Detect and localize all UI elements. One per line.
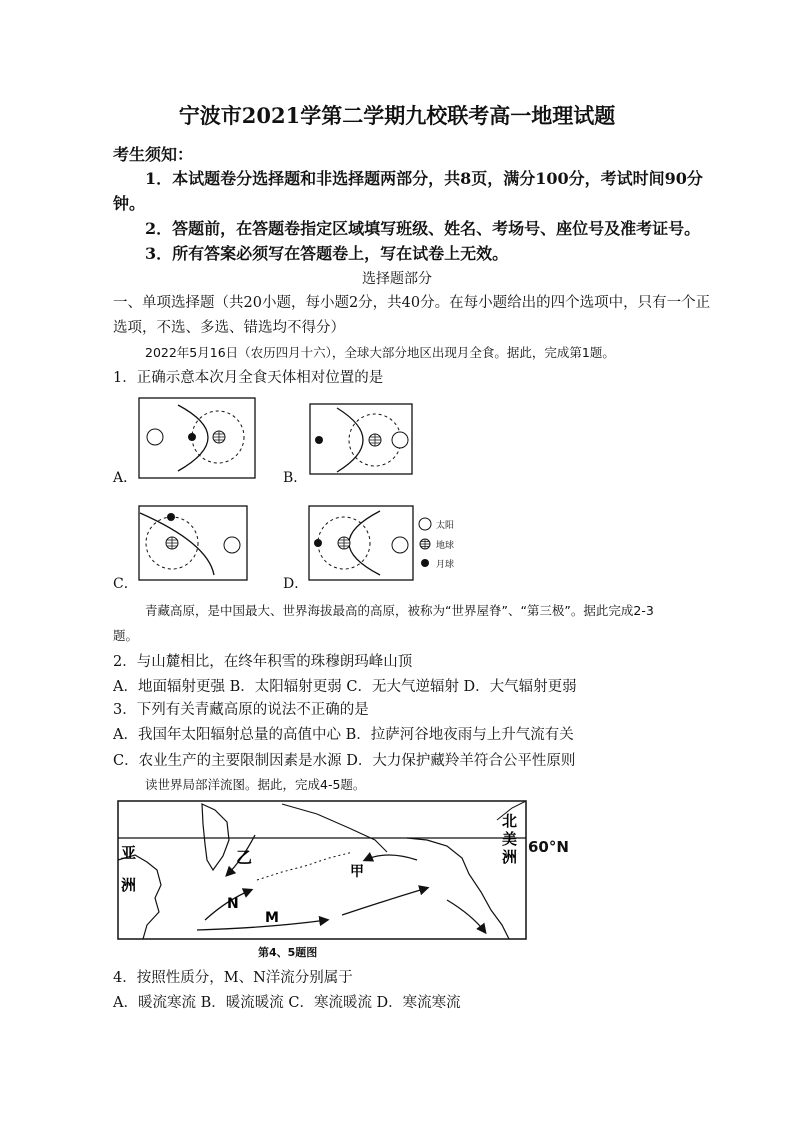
notice-item-1: 1．本试题卷分选择题和非选择题两部分，共8页，满分100分，考试时间90分	[145, 169, 703, 188]
question-3-stem: 3．下列有关青藏高原的说法不正确的是	[113, 702, 369, 718]
part1-instructions: 一、单项选择题（共20小题，每小题2分，共40分。在每小题给出的四个选项中，只有一个正	[113, 295, 711, 311]
q1-legend-symbols	[418, 516, 434, 572]
intro-eclipse: 2022年5月16日（农历四月十六），全球大部分地区出现月全食。据此，完成第1题。	[145, 345, 615, 360]
map-label-n: N	[227, 896, 239, 912]
q1-option-a-label: A．	[113, 470, 138, 486]
map-caption: 第4、5题图	[258, 946, 318, 959]
map-label-asia-2: 洲	[121, 876, 137, 894]
question-3-options-ab: A．我国年太阳辐射总量的高值中心 B．拉萨河谷地夜雨与上升气流有关	[113, 727, 574, 743]
intro-tibet: 青藏高原，是中国最大、世界海拔最高的高原，被称为“世界屋脊”、“第三极”。据此完成2-3	[145, 603, 654, 618]
map-label-na-2: 美	[502, 830, 518, 848]
q1-diagram-c	[138, 505, 248, 581]
page-title: 宁波市2021学第二学期九校联考高一地理试题	[178, 103, 616, 128]
q1-option-c-label: C．	[113, 576, 138, 592]
question-2-options: A．地面辐射更强 B．太阳辐射更弱 C．无大气逆辐射 D．大气辐射更弱	[113, 679, 577, 695]
legend-earth-label: 地球	[436, 541, 455, 551]
map-label-na-3: 洲	[502, 848, 518, 866]
q1-option-d-label: D．	[283, 576, 309, 592]
legend-sun-label: 太阳	[436, 521, 455, 531]
question-1-stem: 1．正确示意本次月全食天体相对位置的是	[113, 370, 384, 386]
question-2-stem: 2．与山麓相比，在终年积雪的珠穆朗玛峰山顶	[113, 654, 413, 670]
part1-instructions-cont: 选项，不选、多选、错选均不得分）	[113, 320, 345, 336]
ocean-current-map	[117, 800, 527, 942]
q1-diagram-b	[309, 403, 413, 475]
question-3-options-cd: C．农业生产的主要限制因素是水源 D．大力保护藏羚羊符合公平性原则	[113, 753, 576, 769]
intro-ocean-currents: 读世界局部洋流图。据此，完成4-5题。	[145, 777, 366, 792]
question-4-options: A．暖流寒流 B．暖流暖流 C．寒流暖流 D．寒流寒流	[113, 995, 461, 1011]
notice-item-2: 2．答题前，在答题卷指定区域填写班级、姓名、考场号、座位号及准考证号。	[145, 219, 701, 238]
map-label-jia: 甲	[350, 864, 364, 880]
map-label-asia-1: 亚	[121, 844, 137, 862]
map-label-m: M	[265, 910, 279, 926]
q1-diagram-a	[138, 397, 256, 479]
legend-moon-label: 月球	[436, 560, 455, 570]
section-title: 选择题部分	[362, 271, 432, 287]
notice-heading: 考生须知：	[113, 145, 194, 164]
map-label-na-1: 北	[502, 812, 518, 830]
q1-option-b-label: B．	[283, 470, 308, 486]
q1-diagram-d	[308, 505, 414, 581]
question-4-stem: 4．按照性质分，M、N洋流分别属于	[113, 970, 353, 986]
notice-item-3: 3．所有答案必须写在答题卷上，写在试卷上无效。	[145, 244, 509, 263]
map-label-yi: 乙	[236, 848, 253, 867]
notice-item-1-cont: 钟。	[113, 194, 146, 213]
intro-tibet-cont: 题。	[113, 628, 139, 643]
map-latitude-label: 60°N	[528, 838, 569, 856]
